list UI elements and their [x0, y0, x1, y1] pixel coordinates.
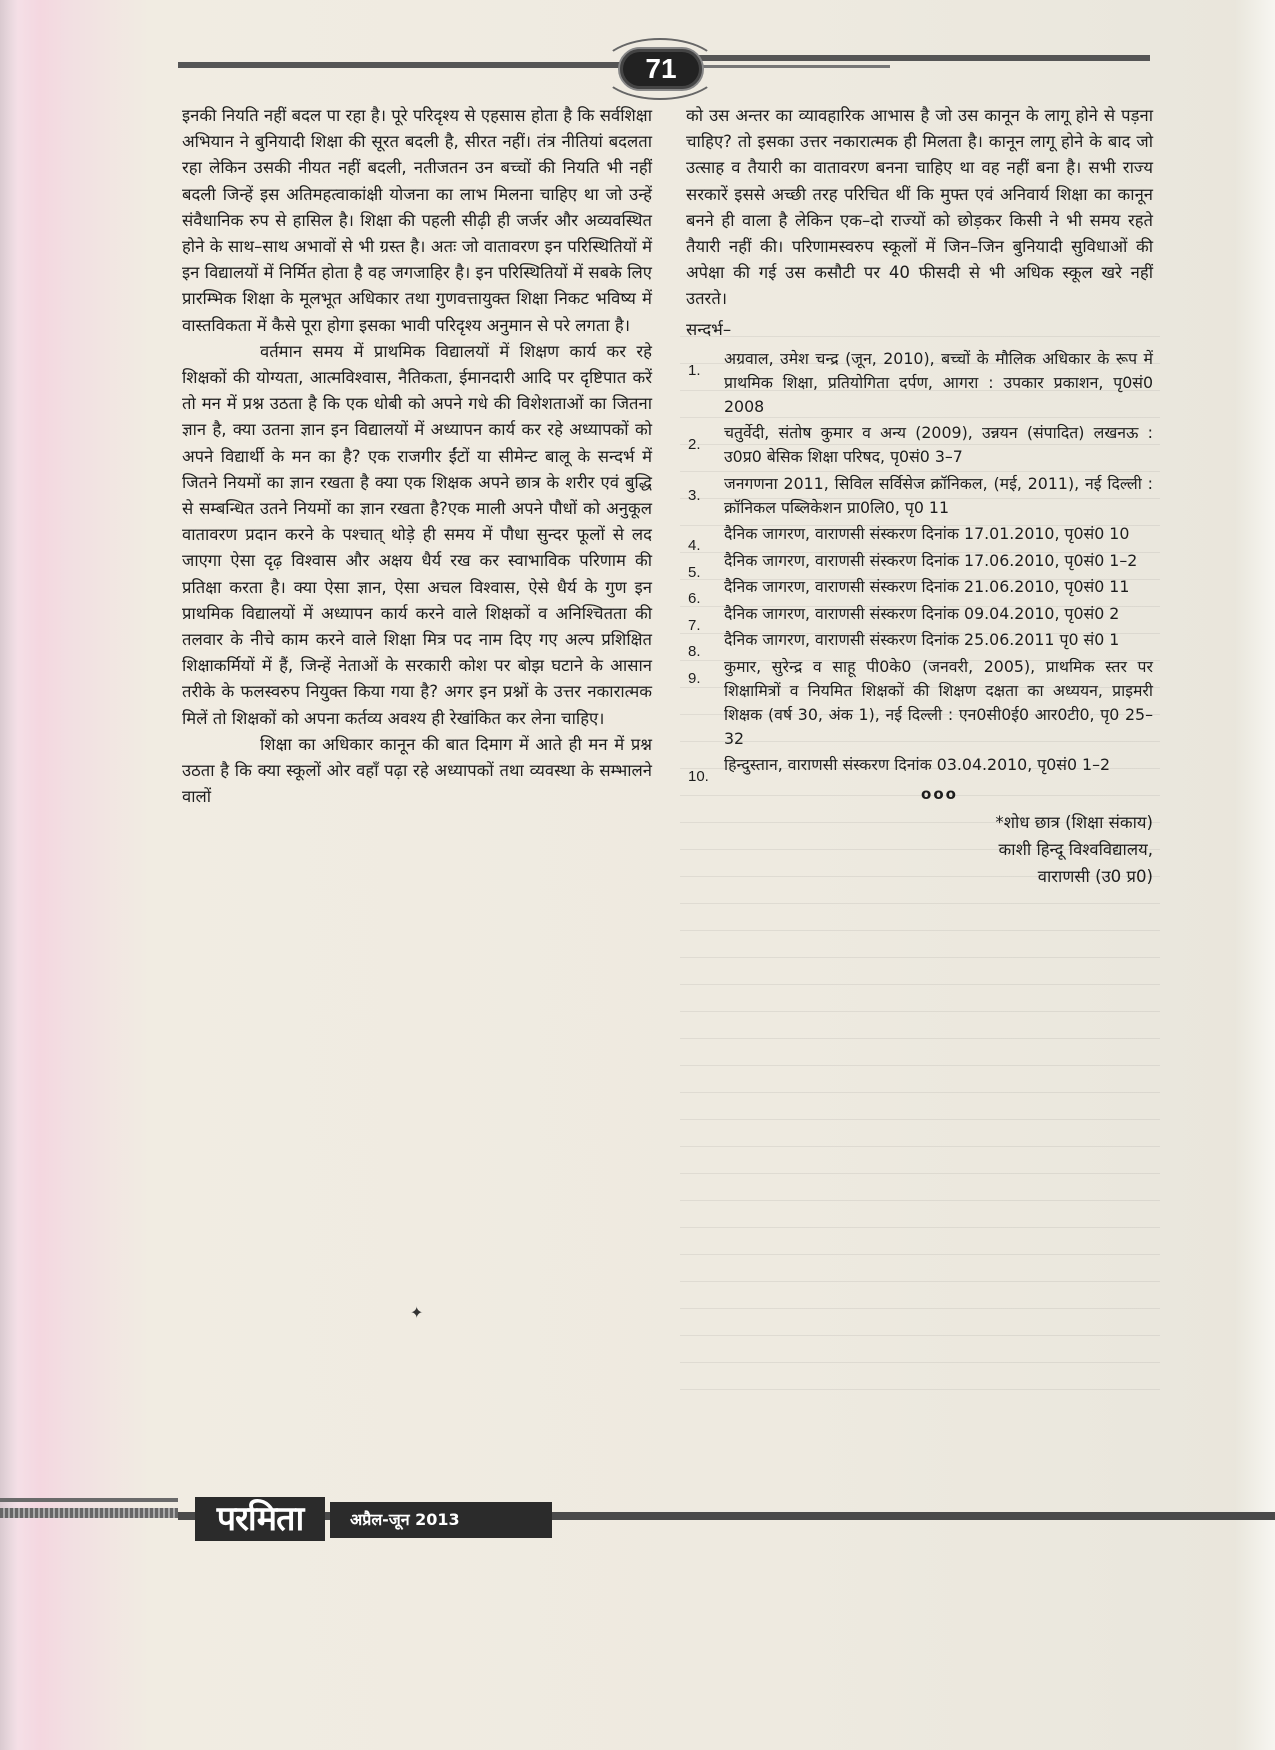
- reference-text: हिन्दुस्तान, वाराणसी संस्करण दिनांक 03.04.2010, पृ0सं0 1–2: [724, 755, 1111, 775]
- reference-item: [686, 522, 1153, 555]
- reference-item: [686, 549, 1153, 581]
- footer-rule-left-pattern: [0, 1508, 178, 1518]
- page-right-edge: [1235, 0, 1275, 1750]
- journal-logo: परमिता: [195, 1497, 325, 1541]
- reference-item: [686, 655, 1153, 751]
- reference-text: कुमार, सुरेन्द्र व साहू पी0के0 (जनवरी, 2005), प्राथमिक स्तर पर शिक्षामित्रों व नियमित शिक्षकों की शिक्षण दक्षता का अध्ययन, प्राइमरी शिक्षक (वर्ष 30, अंक 1), नई दिल्ली : एन0सी0ई0 आर0टी0, पृ0 25–32: [724, 656, 1153, 748]
- reference-number: 7.: [688, 616, 701, 634]
- page-edge-shadow: [0, 0, 18, 1750]
- reference-number: 8.: [688, 643, 701, 661]
- reference-number: 3.: [688, 486, 701, 504]
- reference-number: 4.: [688, 537, 701, 555]
- reference-number: 2.: [688, 436, 701, 454]
- left-paragraph-2: वर्तमान समय में प्राथमिक विद्यालयों में शिक्षण कार्य कर रहे शिक्षकों की योग्यता, आत्मविश्वास, नैतिकता, ईमानदारी आदि पर दृष्टिपात करें तो मन में प्रश्न उठता है कि एक धोबी को अपने गधे की विशेशताओं का जितना ज्ञान है, क्या उतना ज्ञान इन विद्यालयों में अध्यापन कार्य कर रहे अध्यापकों को अपने विद्यार्थी के मन का है? एक राजगीर ईंटों या सीमेन्ट बालू के सन्दर्भ में जितने नियमों का ज्ञान रखता है क्या एक शिक्षक अपने छात्र के शरीर एवं बुद्धि से सम्बन्धित उतने नियमों का ज्ञान रखता है?एक माली अपने पौधों को अनुकूल वातावरण प्रदान करने के पश्चात् थोड़े ही समय में पौधा सुन्दर फूलों से लद जाएगा ऐसा दृढ़ विश्वास और अक्षय धैर्य रख कर स्वाभाविक परिणाम की प्रतिक्षा करता है। क्या ऐसा ज्ञान, ऐसा अचल विश्वास, ऐसे धैर्य के गुण इन प्राथमिक विद्यालयों में अध्यापन कार्य करने वाले शिक्षकों व अनिश्चितता की तलवार के नीचे काम करने वाले शिक्षा मित्र पद नाम दिए गए अल्प प्रशिक्षित शिक्षाकर्मियों में हैं, जिन्हें नेताओं के सरकारी कोश पर बोझ घटाने के आसान तरीके के फलस्वरुप नियुक्त किया गया है? अगर इन प्रश्नों के उत्तर नकारात्मक मिलें तो शिक्षकों को अपना कर्तव्य अवश्य ही रेखांकित कर लेना चाहिए।: [182, 341, 652, 728]
- affiliation-line-1: *शोध छात्र (शिक्षा संकाय): [995, 813, 1153, 833]
- left-paragraph-3: शिक्षा का अधिकार कानून की बात दिमाग में आते ही मन में प्रश्न उठता है कि क्या स्कूलों ओर वहाँ पढ़ा रहे अध्यापकों तथा व्यवस्था के सम्भालने वालों: [182, 734, 652, 807]
- left-column: [182, 103, 652, 810]
- reference-number: 10.: [688, 768, 709, 786]
- footer-rule-left-thin: [0, 1498, 178, 1502]
- reference-number: 1.: [688, 361, 701, 379]
- reference-text: जनगणना 2011, सिविल सर्विसेज क्रॉनिकल, (मई, 2011), नई दिल्ली : क्रॉनिकल पब्लिकेशन प्रा0लि0, पृ0 11: [724, 473, 1153, 517]
- affiliation-line-2: काशी हिन्दू विश्वविद्यालय,: [998, 840, 1153, 860]
- reference-text: दैनिक जागरण, वाराणसी संस्करण दिनांक 17.01.2010, पृ0सं0 10: [724, 524, 1130, 544]
- reference-text: अग्रवाल, उमेश चन्द्र (जून, 2010), बच्चों के मौलिक अधिकार के रूप में प्राथमिक शिक्षा, प्रतियोगिता दर्पण, आगरा : उपकार प्रकाशन, पृ0सं0 2008: [724, 348, 1153, 416]
- reference-text: दैनिक जागरण, वाराणसी संस्करण दिनांक 17.06.2010, पृ0सं0 1–2: [724, 550, 1138, 570]
- references-heading: सन्दर्भ–: [686, 319, 732, 339]
- header-rule-right: [680, 55, 1150, 61]
- left-paragraph-1: इनकी नियति नहीं बदल पा रहा है। पूरे परिदृश्य से एहसास होता है कि सर्वशिक्षा अभियान ने बुनियादी शिक्षा की सूरत बदली है, सीरत नहीं। तंत्र नीतियां बदलता रहा लेकिन उसकी नीयत नहीं बदली, नतीजतन उन बच्चों की नियति भी नहीं बदली जिन्हें इस अतिमहत्वाकांक्षी योजना का लाभ मिलना चाहिए था जो उन्हें संवैधानिक रुप से हासिल है। शिक्षा की पहली सीढ़ी ही जर्जर और अव्यवस्थित होने के साथ–साथ अभावों से भी ग्रस्त है। अतः जो वातावरण इन परिस्थितियों में इन विद्यालयों में निर्मित होता है वह जगजाहिर है। इन परिस्थितियों में सबके लिए प्रारम्भिक शिक्षा के मूलभूत अधिकार तथा गुणवत्तायुक्त शिक्षा निकट भविष्य में वास्तविकता में कैसे पूरा होगा इसका भावी परिदृश्य अनुमान से परे लगता है।: [182, 106, 652, 335]
- reference-text: दैनिक जागरण, वाराणसी संस्करण दिनांक 21.06.2010, पृ0सं0 11: [724, 577, 1130, 597]
- reference-text: दैनिक जागरण, वाराणसी संस्करण दिनांक 09.04.2010, पृ0सं0 2: [724, 603, 1120, 623]
- right-paragraph-1: को उस अन्तर का व्यावहारिक आभास है जो उस कानून के लागू होने से पड़ना चाहिए? तो इसका उत्तर नकारात्मक ही मिलता है। कानून लागू होने के बाद जो उत्साह व तैयारी का वातावरण बनना चाहिए था वह नहीं बना है। सभी राज्य सरकारें इससे अच्छी तरह परिचित थीं कि मुफ्त एवं अनिवार्य शिक्षा का कानून बनने ही वाला है लेकिन एक–दो राज्यों को छोड़कर किसी ने भी समय रहते तैयारी नहीं की। परिणामस्वरुप स्कूलों में जिन–जिन बुनियादी सुविधाओं की अपेक्षा की गई उस कसौटी पर 40 फीसदी से भी अधिक स्कूल खरे नहीं उतरते।: [686, 106, 1153, 309]
- reference-item: [686, 347, 1153, 419]
- reference-item: [686, 421, 1153, 469]
- references-list: [686, 347, 1153, 786]
- reference-item: [686, 472, 1153, 520]
- print-speck: ✦: [410, 1305, 424, 1322]
- header-rule-left: [178, 62, 648, 68]
- reference-item: [686, 628, 1153, 661]
- affiliation-line-3: वाराणसी (उ0 प्र0): [1037, 867, 1153, 887]
- page-number: 71: [618, 47, 704, 91]
- section-end-ornament: ooo: [921, 785, 958, 804]
- author-affiliation: [686, 809, 1153, 890]
- reference-item: [686, 575, 1153, 608]
- reference-number: 9.: [688, 669, 701, 687]
- reference-text: दैनिक जागरण, वाराणसी संस्करण दिनांक 25.06.2011 पृ0 सं0 1: [724, 630, 1120, 650]
- issue-date: अप्रैल-जून 2013: [330, 1502, 552, 1538]
- reference-item: [686, 602, 1153, 634]
- reference-number: 6.: [688, 590, 701, 608]
- right-column: [686, 103, 1153, 890]
- reference-text: चतुर्वेदी, संतोष कुमार व अन्य (2009), उन्नयन (संपादित) लखनऊ : उ0प्र0 बेसिक शिक्षा परिषद, पृ0सं0 3–7: [724, 423, 1153, 467]
- reference-number: 5.: [688, 563, 701, 581]
- reference-item: [686, 753, 1153, 786]
